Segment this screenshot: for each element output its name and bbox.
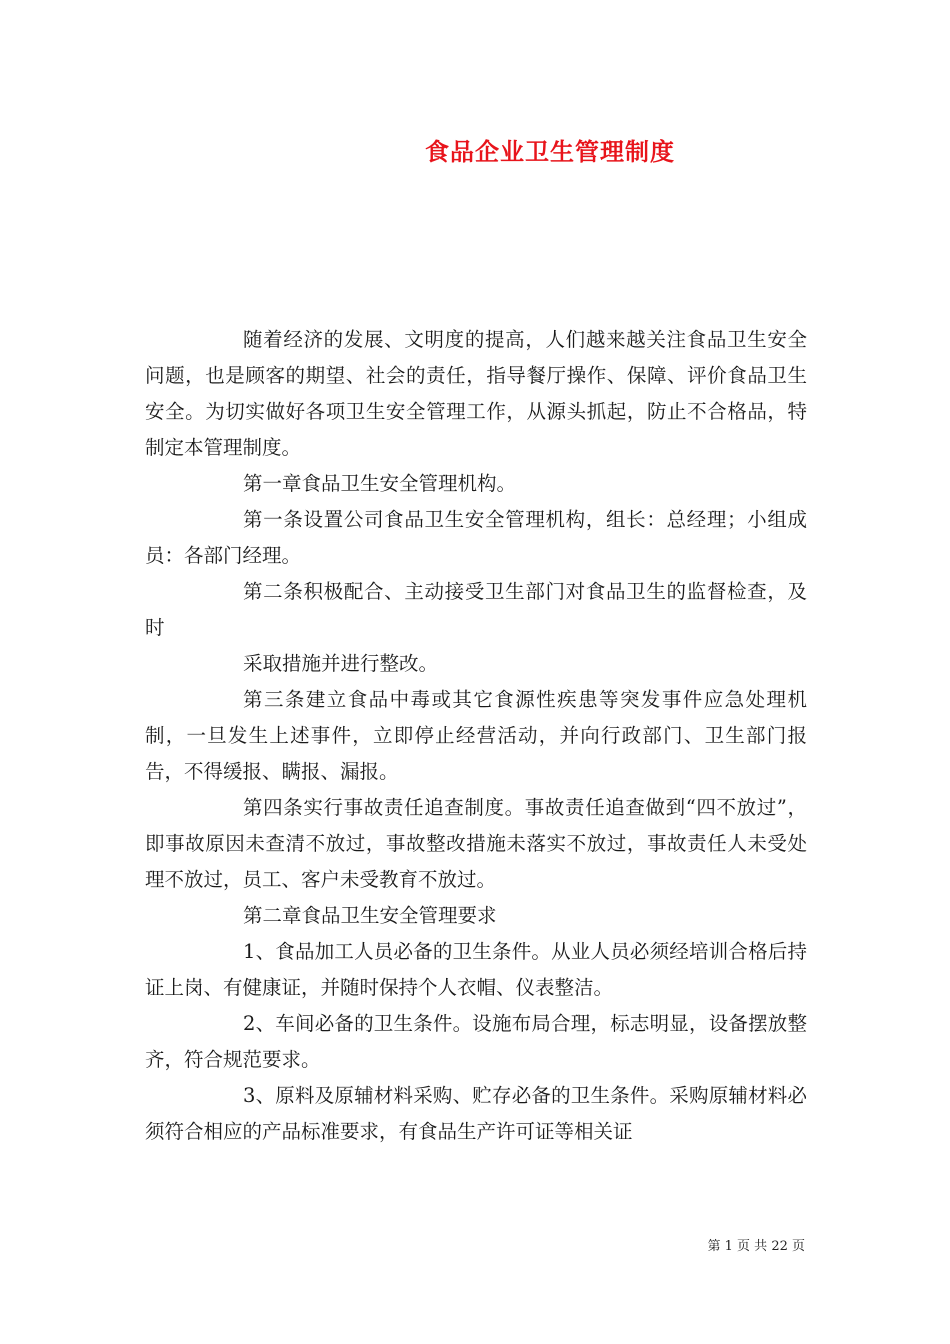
article-2: 第二条积极配合、主动接受卫生部门对食品卫生的监督检查，及时 [145, 580, 807, 639]
requirement-3: 3、原料及原辅材料采购、贮存必备的卫生条件。采购原辅材料必须符合相应的产品标准要求，有食品生产许可证等相关证 [145, 1084, 807, 1143]
page-number: 第 1 页 共 22 页 [707, 1239, 805, 1254]
article-1: 第一条设置公司食品卫生安全管理机构，组长：总经理；小组成员：各部门经理。 [145, 508, 807, 567]
chapter-1-heading: 第一章食品卫生安全管理机构。 [243, 472, 517, 495]
requirement-1: 1、食品加工人员必备的卫生条件。从业人员必须经培训合格后持证上岗、有健康证，并随时保持个人衣帽、仪表整洁。 [145, 940, 807, 999]
document-title: 食品企业卫生管理制度 [425, 137, 675, 166]
requirement-2: 2、车间必备的卫生条件。设施布局合理，标志明显，设备摆放整齐，符合规范要求。 [145, 1012, 807, 1071]
chapter-2-heading: 第二章食品卫生安全管理要求 [243, 904, 497, 927]
article-3: 第三条建立食品中毒或其它食源性疾患等突发事件应急处理机制，一旦发生上述事件，立即停止经营活动，并向行政部门、卫生部门报告，不得缓报、瞒报、漏报。 [145, 688, 807, 783]
article-4: 第四条实行事故责任追查制度。事故责任追查做到“四不放过”，即事故原因未查清不放过，事故整改措施未落实不放过，事故责任人未受处理不放过，员工、客户未受教育不放过。 [145, 796, 807, 891]
document-body [145, 322, 807, 1150]
article-2-continued: 采取措施并进行整改。 [243, 652, 439, 675]
paragraph-intro: 随着经济的发展、文明度的提高，人们越来越关注食品卫生安全问题，也是顾客的期望、社会的责任，指导餐厅操作、保障、评价食品卫生安全。为切实做好各项卫生安全管理工作，从源头抓起，防止不合格品，特制定本管理制度。 [145, 328, 807, 459]
